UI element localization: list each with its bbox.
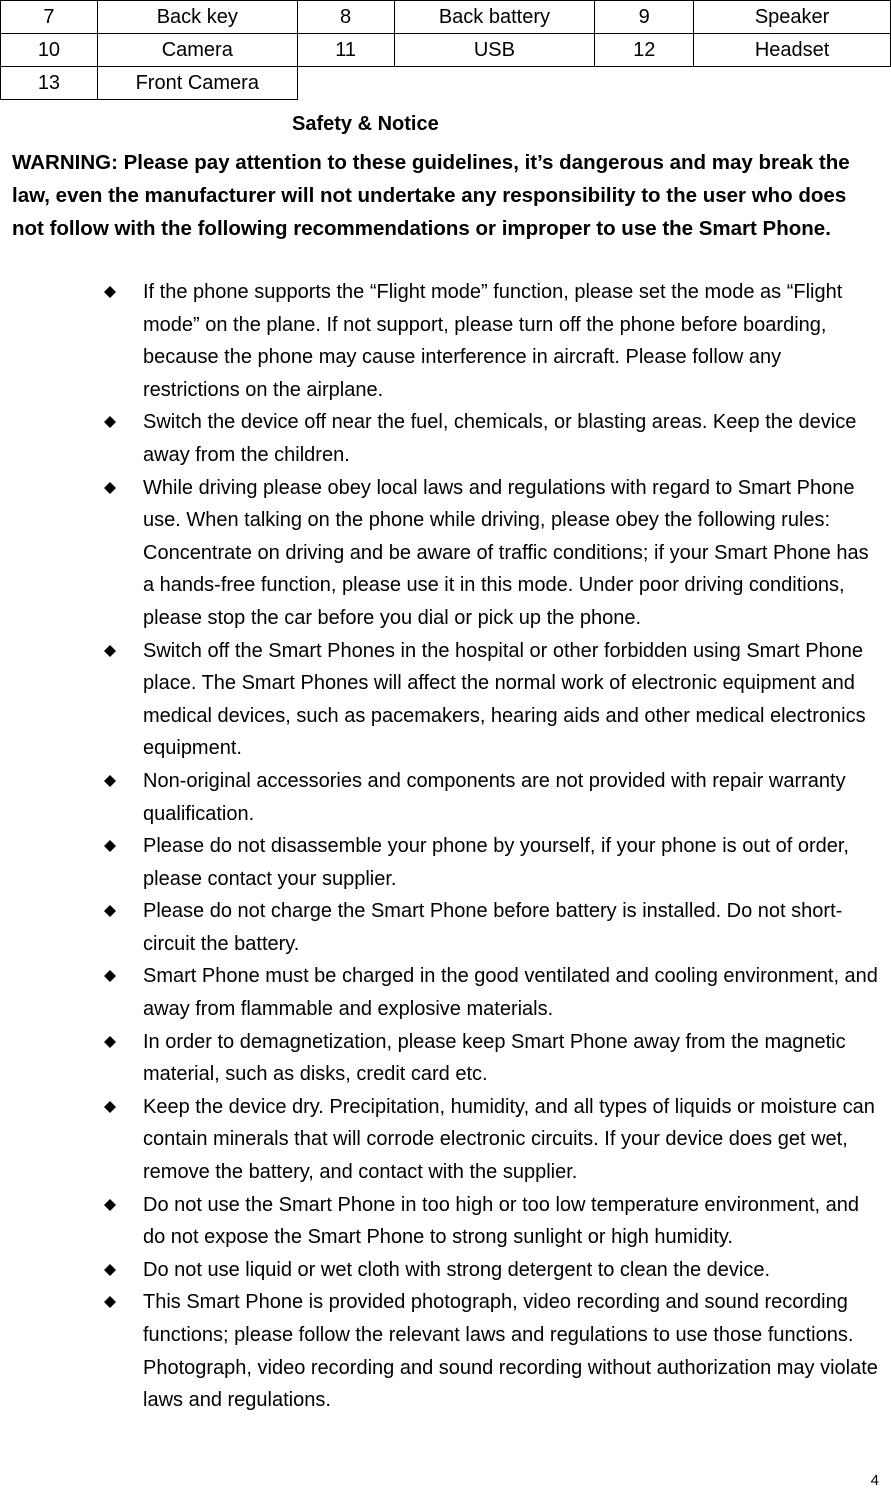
bullet-text: Do not use the Smart Phone in too high or too low temperature environment, and do not expose the Smart Phone to strong sunlight or high humidity.: [143, 1193, 859, 1249]
diamond-bullet-icon: [104, 1036, 116, 1048]
bullet-text: Switch off the Smart Phones in the hospital or other forbidden using Smart Phone place. The Smart Phones will affect the normal work of electronic equipment and medical devices, such as pacemakers, hearing aids and other medical electronics equipment.: [143, 639, 866, 760]
part-label: Back key: [97, 1, 297, 34]
diamond-bullet-icon: [104, 1199, 116, 1211]
empty-cell: [694, 67, 891, 100]
diamond-bullet-icon: [104, 416, 116, 428]
empty-cell: [394, 67, 595, 100]
list-item: [0, 635, 883, 765]
diamond-bullet-icon: [104, 286, 116, 298]
bullet-text: Smart Phone must be charged in the good ventilated and cooling environment, and away from flammable and explosive materials.: [143, 965, 878, 1021]
list-item: [0, 765, 883, 830]
bullet-text: This Smart Phone is provided photograph, video recording and sound recording functions; please follow the relevant laws and regulations to use those functions. Photograph, video recording and sound recording without authorization may violate laws and regulations.: [143, 1291, 878, 1412]
list-item: [0, 830, 883, 895]
diamond-bullet-icon: [104, 1264, 116, 1276]
list-item: [0, 276, 883, 406]
table-row: [1, 1, 891, 34]
bullet-text: Please do not disassemble your phone by yourself, if your phone is out of order, please contact your supplier.: [143, 835, 849, 890]
empty-cell: [595, 67, 694, 100]
part-label: Camera: [97, 34, 297, 67]
diamond-bullet-icon: [104, 482, 116, 494]
list-item: [0, 1286, 883, 1416]
safety-bullet-list: [0, 276, 883, 1417]
list-item: [0, 1091, 883, 1189]
list-item: [0, 960, 883, 1025]
part-label: Front Camera: [97, 67, 297, 100]
diamond-bullet-icon: [104, 840, 116, 852]
bullet-text: If the phone supports the “Flight mode” function, please set the mode as “Flight mode” on the plane. If not support, please turn off the phone before boarding, because the phone may cause interference in aircraft. Please follow any restrictions on the airplane.: [143, 281, 843, 401]
part-label: Headset: [694, 34, 891, 67]
page-number: 4: [870, 1472, 879, 1489]
part-number: 9: [595, 1, 694, 34]
list-item: [0, 1254, 883, 1287]
part-label: Back battery: [394, 1, 595, 34]
bullet-text: While driving please obey local laws and regulations with regard to Smart Phone use. When talking on the phone while driving, please obey the following rules: Concentrate on driving and be aware of traffic conditions; if your Smart Phone has a hands-free function, please use it in this mode. Under poor driving conditions, please stop the car before you dial or pick up the phone.: [143, 476, 869, 629]
part-number: 8: [297, 1, 394, 34]
table-row: [1, 67, 891, 100]
list-item: [0, 472, 883, 635]
bullet-text: Keep the device dry. Precipitation, humidity, and all types of liquids or moisture can contain minerals that will corrode electronic circuits. If your device does get wet, remove the battery, and contact with the supplier.: [143, 1095, 875, 1184]
bullet-text: Please do not charge the Smart Phone before battery is installed. Do not short-circuit the battery.: [143, 900, 843, 955]
part-number: 7: [1, 1, 98, 34]
part-number: 13: [1, 67, 98, 100]
diamond-bullet-icon: [104, 645, 116, 657]
diamond-bullet-icon: [104, 970, 116, 982]
part-number: 10: [1, 34, 98, 67]
bullet-text: Do not use liquid or wet cloth with strong detergent to clean the device.: [143, 1258, 771, 1281]
list-item: [0, 1026, 883, 1091]
bullet-text: Non-original accessories and components are not provided with repair warranty qualification.: [143, 769, 846, 825]
diamond-bullet-icon: [104, 905, 116, 917]
table-row: [1, 34, 891, 67]
parts-table: [0, 0, 891, 100]
section-title: Safety & Notice: [292, 113, 439, 135]
list-item: [0, 1189, 883, 1254]
list-item: [0, 406, 883, 471]
part-number: 12: [595, 34, 694, 67]
part-label: USB: [394, 34, 595, 67]
part-number: 11: [297, 34, 394, 67]
bullet-text: Switch the device off near the fuel, chemicals, or blasting areas. Keep the device away from the children.: [143, 411, 857, 466]
bullet-text: In order to demagnetization, please keep Smart Phone away from the magnetic material, such as disks, credit card etc.: [143, 1030, 846, 1086]
warning-text: WARNING: Please pay attention to these guidelines, it’s dangerous and may break the law, even the manufacturer will not undertake any responsibility to the user who does not follow with the following recommendations or improper to use the Smart Phone.: [12, 151, 850, 240]
part-label: Speaker: [694, 1, 891, 34]
list-item: [0, 895, 883, 960]
diamond-bullet-icon: [104, 1296, 116, 1308]
empty-cell: [297, 67, 394, 100]
diamond-bullet-icon: [104, 1101, 116, 1113]
diamond-bullet-icon: [104, 775, 116, 787]
